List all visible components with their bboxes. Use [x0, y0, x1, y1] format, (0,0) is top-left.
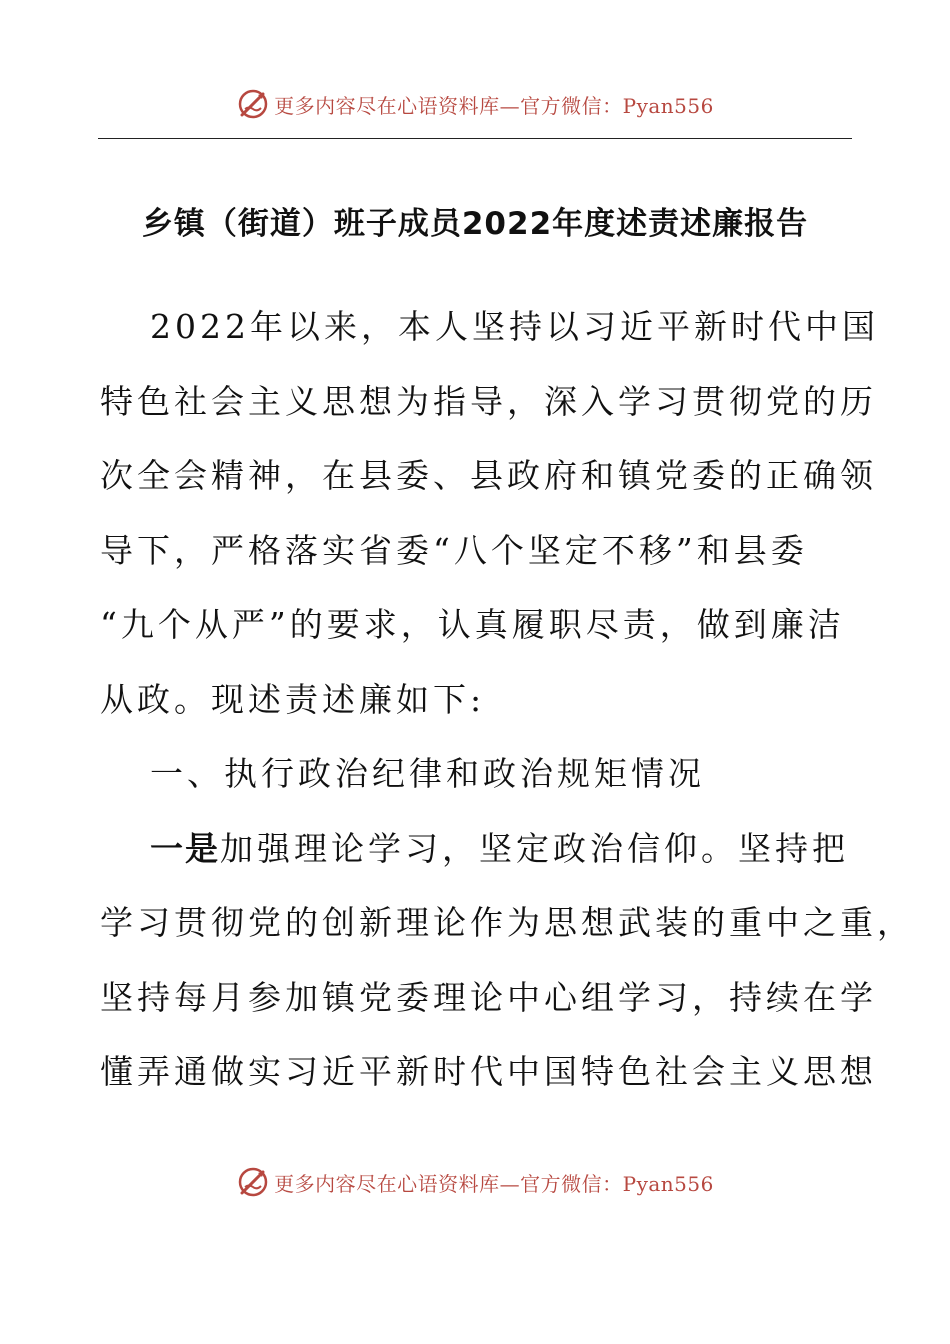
section-heading: 一、执行政治纪律和政治规矩情况: [150, 754, 705, 793]
intro-line: 从政。现述责述廉如下:: [100, 679, 486, 719]
intro-line: 特色社会主义思想为指导，深入学习贯彻党的历: [100, 381, 877, 421]
document-title: 乡镇（街道）班子成员2022年度述责述廉报告: [141, 206, 809, 242]
point-one-line: 学习贯彻党的创新理论作为思想武装的重中之重，: [100, 903, 914, 942]
point-one-line: 坚持每月参加镇党委理论中心组学习，持续在学: [100, 977, 877, 1017]
pen-logo-icon: [236, 87, 270, 121]
intro-line: 2022年以来，本人坚持以习近平新时代中国: [150, 307, 879, 346]
intro-line: “九个从严”的要求，认真履职尽责，做到廉洁: [100, 605, 845, 644]
header-banner-text: 更多内容尽在心语资料库—官方微信：Pyan556: [274, 93, 714, 118]
point-one-label: 一是: [150, 828, 220, 868]
header-banner: [0, 84, 950, 124]
intro-line: 次全会精神，在县委、县政府和镇党委的正确领: [100, 456, 877, 495]
intro-line: 导下，严格落实省委“八个坚定不移”和县委: [100, 530, 808, 570]
document-body: [100, 290, 914, 1110]
pen-logo-icon: [236, 1165, 270, 1199]
header-divider: [98, 138, 852, 139]
point-one-line: 懂弄通做实习近平新时代中国特色社会主义思想: [100, 1052, 877, 1091]
point-one-first-line: [100, 812, 852, 887]
footer-banner-text: 更多内容尽在心语资料库—官方微信：Pyan556: [274, 1171, 714, 1196]
footer-banner: [0, 1162, 950, 1202]
point-one-text: 加强理论学习，坚定政治信仰。坚持把: [220, 828, 849, 868]
